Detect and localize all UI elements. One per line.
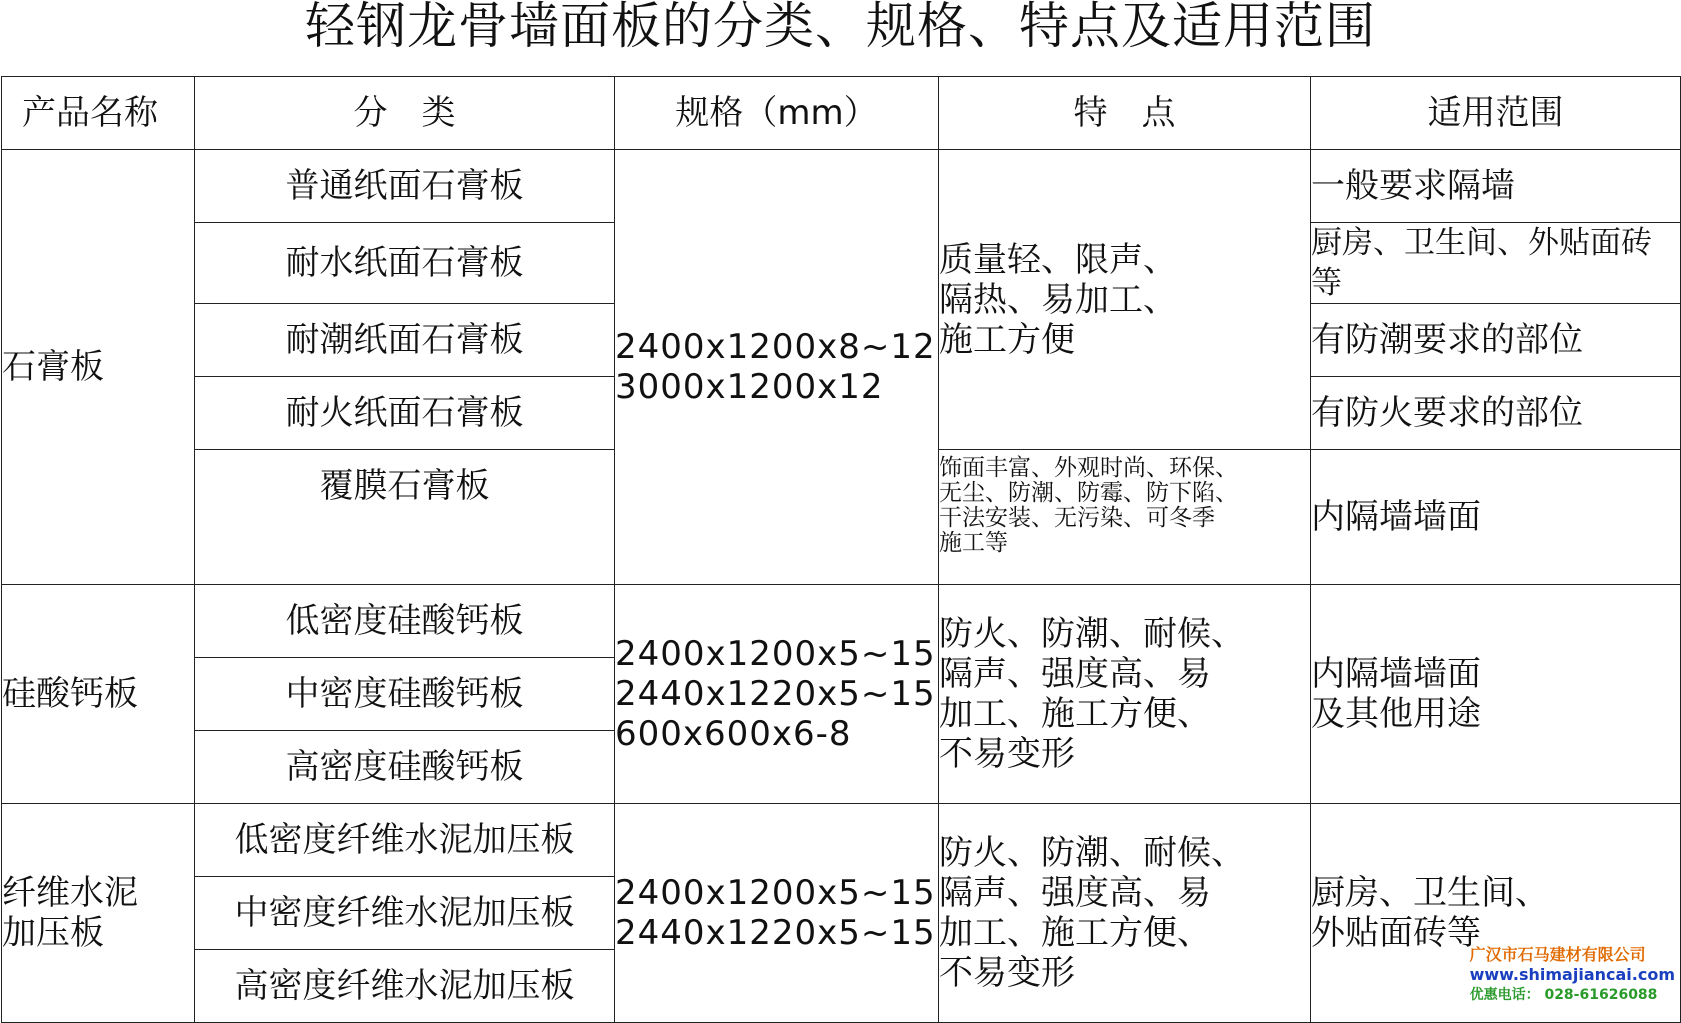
category-cell: 中密度硅酸钙板: [195, 658, 615, 731]
usage-cell: 有防火要求的部位: [1311, 377, 1681, 450]
spec-cell: 2400x1200x5~15 2440x1220x5~15: [615, 804, 939, 1023]
usage-cell: 内隔墙墙面 及其他用途: [1311, 585, 1681, 804]
category-cell: 耐火纸面石膏板: [195, 377, 615, 450]
header-usage: 适用范围: [1311, 77, 1681, 150]
product-fiber-cement: 纤维水泥 加压板: [2, 804, 195, 1023]
product-table: [1, 76, 1681, 1023]
page-title: 轻钢龙骨墙面板的分类、规格、特点及适用范围: [305, 0, 1376, 55]
features-cell: 防火、防潮、耐候、 隔声、强度高、易 加工、施工方便、 不易变形: [939, 804, 1311, 1023]
category-cell: 低密度纤维水泥加压板: [195, 804, 615, 877]
table-row: [2, 585, 1681, 658]
company-watermark: [1470, 945, 1675, 1005]
header-product-name: 产品名称: [2, 77, 195, 150]
category-cell: 普通纸面石膏板: [195, 150, 615, 223]
company-name: 广汉市石马建材有限公司: [1469, 945, 1646, 964]
usage-cell: 厨房、卫生间、外贴面砖等: [1311, 223, 1681, 304]
usage-cell: 内隔墙墙面: [1311, 450, 1681, 585]
company-website: www.shimajiancai.com: [1469, 965, 1675, 984]
product-calcium-silicate: 硅酸钙板: [2, 585, 195, 804]
category-cell: 高密度硅酸钙板: [195, 731, 615, 804]
usage-cell: 厨房、卫生间、 外贴面砖等: [1311, 804, 1681, 1023]
table-row: [2, 804, 1681, 877]
table-row: [2, 150, 1681, 223]
features-cell: 饰面丰富、外观时尚、环保、 无尘、防潮、防霉、防下陷、 干法安装、无污染、可冬季 施工等: [939, 450, 1311, 585]
usage-cell: 有防潮要求的部位: [1311, 304, 1681, 377]
header-row: [2, 77, 1681, 150]
category-cell: 耐水纸面石膏板: [195, 223, 615, 304]
category-cell: 高密度纤维水泥加压板: [195, 950, 615, 1023]
category-cell: 覆膜石膏板: [195, 450, 615, 585]
usage-cell: 一般要求隔墙: [1311, 150, 1681, 223]
category-cell: 中密度纤维水泥加压板: [195, 877, 615, 950]
features-cell: 质量轻、限声、 隔热、易加工、 施工方便: [939, 150, 1311, 450]
features-cell: 防火、防潮、耐候、 隔声、强度高、易 加工、施工方便、 不易变形: [939, 585, 1311, 804]
product-gypsum: 石膏板: [2, 150, 195, 585]
header-category: 分 类: [195, 77, 615, 150]
category-cell: 耐潮纸面石膏板: [195, 304, 615, 377]
spec-cell: 2400x1200x8~12 3000x1200x12: [615, 150, 939, 585]
company-phone: 优惠电话： 028-61626088: [1469, 987, 1658, 1003]
header-spec: 规格（mm）: [615, 77, 939, 150]
spec-cell: 2400x1200x5~15 2440x1220x5~15 600x600x6-8: [615, 585, 939, 804]
header-features: 特 点: [939, 77, 1311, 150]
category-cell: 低密度硅酸钙板: [195, 585, 615, 658]
